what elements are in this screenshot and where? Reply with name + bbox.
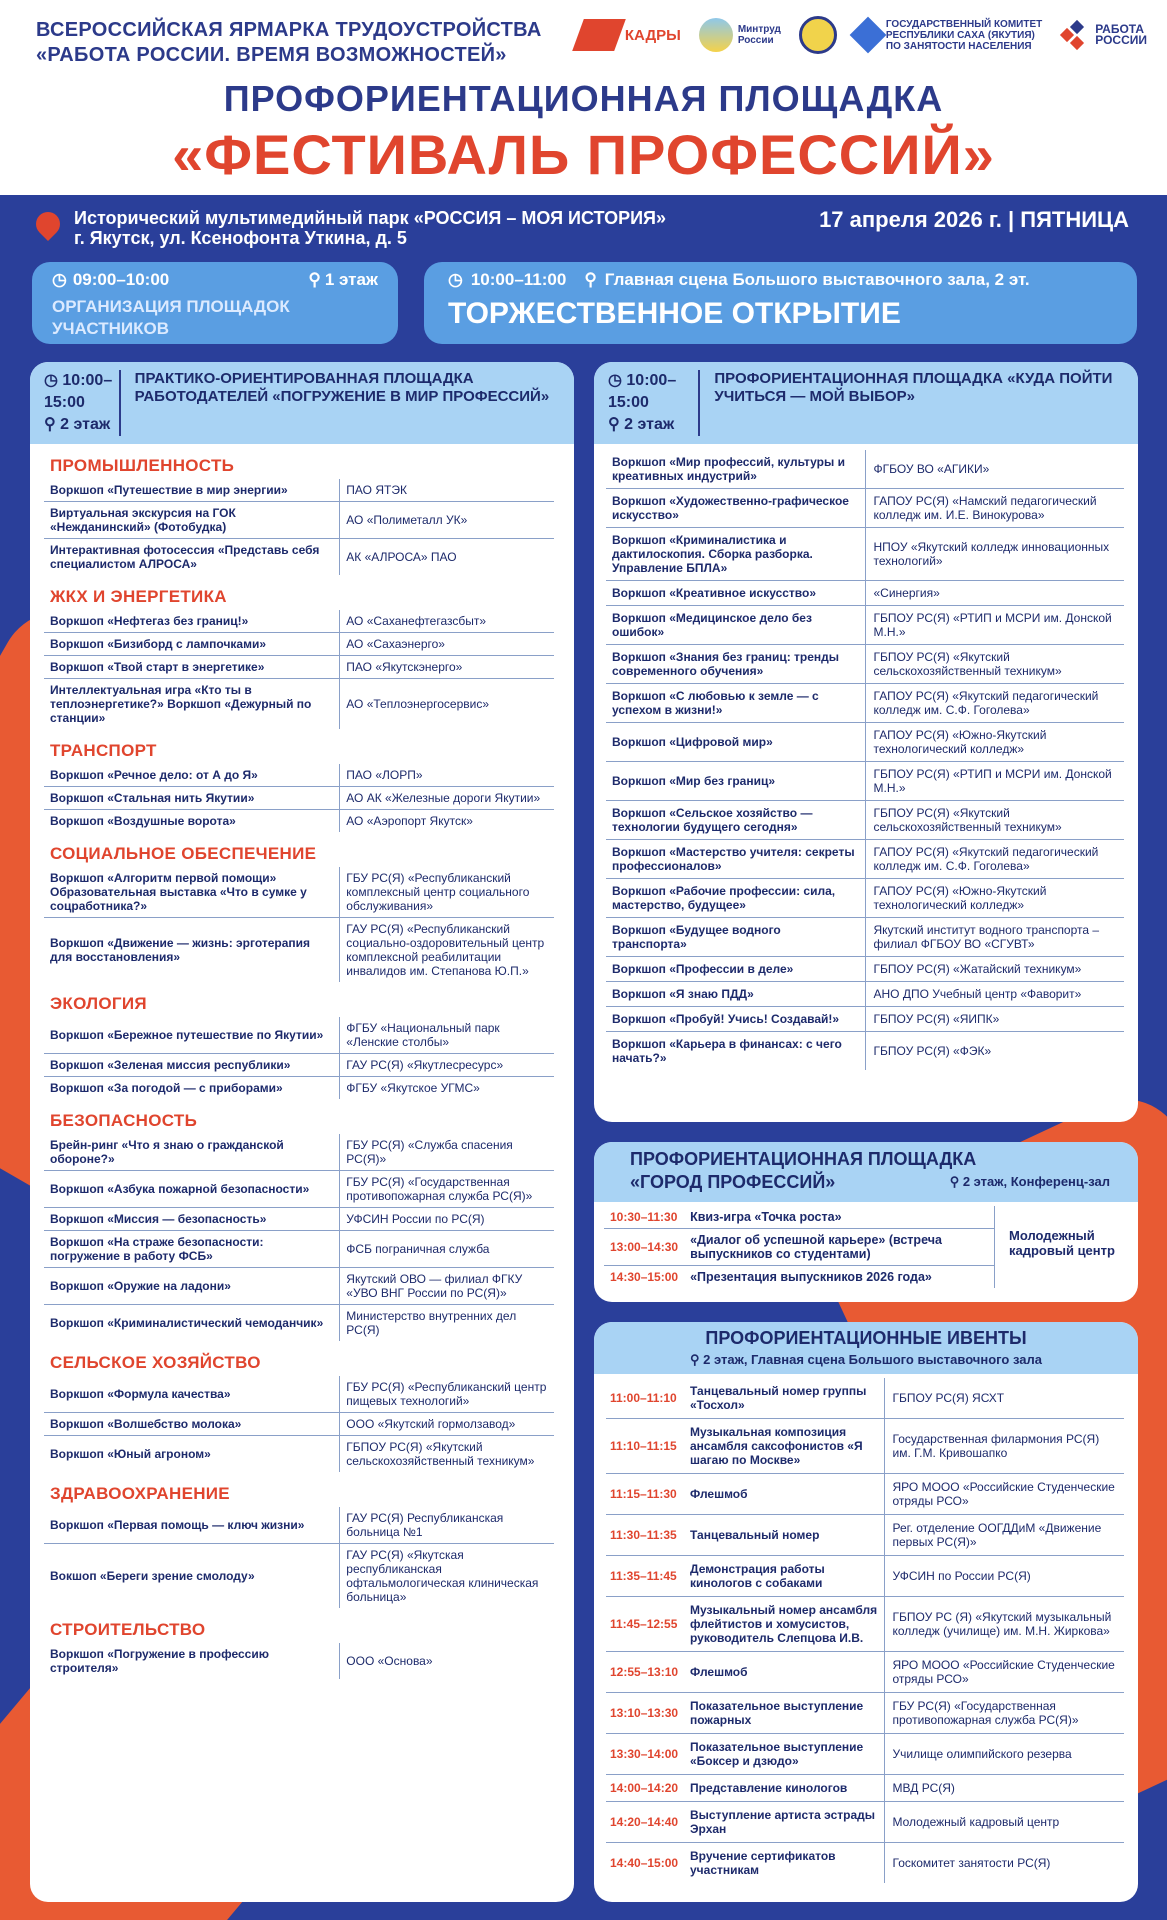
time-cell: 14:20–14:40	[610, 1815, 679, 1829]
city-title: «ГОРОД ПРОФЕССИЙ»	[630, 1172, 836, 1192]
activity-cell: Воркшоп «На страже безопасности: погружение в работу ФСБ»	[50, 1235, 264, 1263]
activity-cell: Воркшоп «Креативное искусство»	[612, 586, 817, 600]
org-label: ОРГАНИЗАЦИЯ ПЛОЩАДОК УЧАСТНИКОВ	[52, 297, 290, 338]
activity-cell: Воркшоп «Погружение в профессию строителя»	[50, 1647, 269, 1675]
mintrud-text: России	[737, 35, 774, 46]
organization-cell: ГАПОУ РС(Я) «Якутский педагогический колледж им. С.Ф. Гоголева»	[865, 684, 1124, 723]
organization-cell: Якутский ОВО — филиал ФГКУ «УВО ВНГ России по РС(Я)»	[340, 1268, 554, 1305]
category-heading: БЕЗОПАСНОСТЬ	[50, 1111, 198, 1130]
activity-cell: Воркшоп «Пробуй! Учись! Создавай!»	[612, 1012, 840, 1026]
table-row	[44, 764, 554, 787]
activity-cell: Воркшоп «Мастерство учителя: секреты профессионалов»	[612, 845, 855, 873]
clock-icon: ◷	[44, 372, 63, 389]
organization-cell: АО «Полиметалл УК»	[340, 502, 554, 539]
category-heading: ПРОМЫШЛЕННОСТЬ	[50, 456, 235, 475]
table-row	[606, 957, 1124, 982]
time-cell: 11:30–11:35	[610, 1528, 677, 1542]
goskomitet-text: ПО ЗАНЯТОСТИ НАСЕЛЕНИЯ	[885, 40, 1032, 52]
organization-cell: УФСИН России по РС(Я)	[340, 1208, 554, 1231]
activity-cell: Воркшоп «Мир без границ»	[612, 774, 776, 788]
venue-name: Исторический мультимедийный парк «РОССИЯ – МОЯ ИСТОРИЯ»	[74, 208, 666, 228]
pin-icon: ⚲	[608, 416, 625, 433]
activity-cell: Воркшоп «Криминалистический чемоданчик»	[50, 1316, 324, 1330]
organization-cell: ПАО «Якутскэнерго»	[340, 656, 554, 679]
activity-cell: Воркшоп «Мир профессий, культуры и креативных индустрий»	[612, 455, 845, 483]
organization-cell: ГАПОУ РС(Я) «Намский педагогический колледж им. И.Е. Винокурова»	[865, 489, 1124, 528]
category-table	[44, 764, 554, 832]
pin-icon: ⚲	[690, 1352, 704, 1367]
activity-cell: Воркшоп «Бережное путешествие по Якутии»	[50, 1028, 324, 1042]
employers-sections	[30, 444, 574, 1679]
table-row	[606, 801, 1124, 840]
time-cell: 14:00–14:20	[610, 1781, 679, 1795]
category-heading: ТРАНСПОРТ	[50, 741, 157, 760]
time-cell: 11:10–11:15	[610, 1439, 677, 1453]
venue-street: г. Якутск, ул. Ксенофонта Уткина, д. 5	[74, 228, 407, 248]
organization-cell: ГАПОУ РС(Я) «Якутский педагогический колледж им. С.Ф. Гоголева»	[865, 840, 1124, 879]
education-panel-schedule	[608, 370, 700, 436]
table-row	[606, 1032, 1124, 1071]
venue-address	[74, 208, 666, 248]
organization-cell: ГБУ РС(Я) «Служба спасения РС(Я)»	[340, 1134, 554, 1171]
organization-cell: НПОУ «Якутский колледж инновационных технологий»	[865, 528, 1124, 581]
organization-cell: Училище олимпийского резерва	[884, 1734, 1124, 1775]
category-table	[44, 1507, 554, 1608]
time-cell: 14:30–15:00	[610, 1270, 679, 1284]
activity-cell: Вокшоп «Береги зрение смолоду»	[50, 1569, 255, 1583]
activity-cell: Музыкальный номер ансамбля флейтистов и хомусистов, руководитель Слепцова И.В.	[690, 1603, 878, 1645]
city-title: ПРОФОРИЕНТАЦИОННАЯ ПЛОЩАДКА	[630, 1149, 977, 1169]
activity-cell: Воркшоп «Алгоритм первой помощи» Образовательная выставка «Что в сумке у соцработника?»	[50, 871, 307, 913]
organization-cell: ГБПОУ РС(Я) ЯСХТ	[884, 1378, 1124, 1419]
table-row	[606, 1378, 1124, 1419]
activity-cell: Воркшоп «Воздушные ворота»	[50, 814, 236, 828]
category-table	[44, 1376, 554, 1472]
rabota-rossii-logo	[1060, 20, 1147, 50]
kadry-mark-icon	[572, 19, 626, 51]
goskomitet-text: РЕСПУБЛИКИ САХА (ЯКУТИЯ)	[885, 29, 1035, 41]
organization-cell: АО «Аэропорт Якутск»	[340, 810, 554, 833]
employers-panel	[30, 362, 574, 1902]
time-cell: 14:40–15:00	[610, 1856, 679, 1870]
education-table	[606, 450, 1124, 1070]
table-row	[44, 1077, 554, 1100]
table-row	[44, 1436, 554, 1473]
clock-icon: ◷	[52, 270, 67, 289]
table-row	[606, 489, 1124, 528]
category-heading: ЭКОЛОГИЯ	[50, 994, 147, 1013]
organization-cell: ПАО ЯТЭК	[340, 479, 554, 502]
activity-cell: Воркшоп «Речное дело: от А до Я»	[50, 768, 258, 782]
organization-cell: ГБПОУ РС(Я) «Якутский сельскохозяйственный техникум»	[865, 645, 1124, 684]
table-row	[606, 581, 1124, 606]
activity-cell: Выступление артиста эстрады Эрхан	[690, 1808, 876, 1836]
education-panel-title: ПРОФОРИЕНТАЦИОННАЯ ПЛОЩАДКА «КУДА ПОЙТИ УЧИТЬСЯ — МОЙ ВЫБОР»	[714, 370, 1113, 405]
activity-cell: Воркшоп «Рабочие профессии: сила, мастерство, будущее»	[612, 884, 836, 912]
table-row	[44, 1054, 554, 1077]
organization-cell: ФГБОУ ВО «АГИКИ»	[865, 450, 1124, 489]
activity-cell: Воркшоп «Юный агроном»	[50, 1447, 211, 1461]
table-row	[44, 610, 554, 633]
org-time: 09:00–10:00	[72, 270, 170, 289]
employers-time: 10:00–15:00	[44, 372, 113, 411]
organization-cell: Якутский институт водного транспорта – филиал ФГБОУ ВО «СГУВТ»	[865, 918, 1124, 957]
time-cell: 11:35–11:45	[610, 1569, 677, 1583]
activity-cell: Виртуальная экскурсия на ГОК «Нежданинский» (Фотобудка)	[50, 506, 236, 534]
table-row	[606, 1556, 1124, 1597]
table-row	[606, 606, 1124, 645]
table-row	[606, 1843, 1124, 1884]
time-cell: 11:00–11:10	[610, 1391, 677, 1405]
time-cell: 12:55–13:10	[610, 1665, 679, 1679]
organization-cell: ФГБУ «Национальный парк «Ленские столбы»	[340, 1017, 554, 1054]
organization-block	[32, 262, 398, 344]
location-pin-icon	[31, 207, 65, 241]
activity-cell: Музыкальная композиция ансамбля саксофонистов «Я шагаю по Москве»	[690, 1425, 863, 1467]
activity-cell: Воркшоп «Зеленая миссия республики»	[50, 1058, 291, 1072]
education-panel	[594, 362, 1138, 1122]
education-floor: 2 этаж	[624, 416, 675, 433]
page-subtitle: ПРОФОРИЕНТАЦИОННАЯ ПЛОЩАДКА	[223, 78, 944, 119]
page-title: «ФЕСТИВАЛЬ ПРОФЕССИЙ»	[172, 123, 995, 186]
pin-icon: ⚲	[308, 270, 321, 289]
events-table	[606, 1378, 1124, 1883]
org-place: 1 этаж	[324, 270, 378, 289]
goskomitet-logo	[855, 19, 1042, 52]
activity-cell: Воркшоп «Будущее водного транспорта»	[612, 923, 781, 951]
table-row	[44, 1376, 554, 1413]
table-row	[44, 1643, 554, 1679]
events-place: 2 этаж, Главная сцена Большого выставочного зала	[703, 1352, 1042, 1367]
organization-cell: «Синергия»	[865, 581, 1124, 606]
organization-cell: ГБУ РС(Я) «Республиканский комплексный центр социального обслуживания»	[340, 867, 554, 918]
table-row	[44, 867, 554, 918]
table-row	[606, 1007, 1124, 1032]
activity-cell: Воркшоп «Художественно-графическое искусство»	[612, 494, 849, 522]
organization-cell: ЯРО МООО «Российские Студенческие отряды РСО»	[884, 1652, 1124, 1693]
goskomitet-text: ГОСУДАРСТВЕННЫЙ КОМИТЕТ	[885, 18, 1043, 30]
organization-cell: ГБУ РС(Я) «Государственная противопожарная служба РС(Я)»	[884, 1693, 1124, 1734]
table-row	[44, 656, 554, 679]
organization-cell: ГБПОУ РС(Я) «Якутский сельскохозяйственный техникум»	[340, 1436, 554, 1473]
category-table	[44, 1134, 554, 1341]
goskomitet-mark-icon	[850, 17, 887, 54]
pin-icon: ⚲	[949, 1174, 963, 1189]
activity-cell: Демонстрация работы кинологов с собаками	[690, 1562, 825, 1590]
organization-cell: ГАУ РС(Я) «Якутская республиканская офтальмологическая клиническая больница»	[340, 1544, 554, 1609]
organization-cell: ГАПОУ РС(Я) «Южно-Якутский технологический колледж»	[865, 879, 1124, 918]
rabota-rossii-text: РАБОТА	[1095, 22, 1145, 36]
pin-icon: ⚲	[584, 270, 597, 289]
events-title: ПРОФОРИЕНТАЦИОННЫЕ ИВЕНТЫ	[705, 1328, 1027, 1348]
table-row	[44, 679, 554, 730]
activity-cell: Воркшоп «С любовью к земле — с успехом в жизни!»	[612, 689, 819, 717]
activity-cell: Воркшоп «Оружие на ладони»	[50, 1279, 231, 1293]
table-row	[606, 1734, 1124, 1775]
time-cell: 11:45–12:55	[610, 1617, 678, 1631]
organization-cell: ГБУ РС(Я) «Республиканский центр пищевых технологий»	[340, 1376, 554, 1413]
activity-cell: Квиз-игра «Точка роста»	[690, 1210, 842, 1224]
yakutia-emblem-icon	[799, 16, 837, 54]
table-row	[44, 1507, 554, 1544]
table-row	[606, 762, 1124, 801]
activity-cell: Воркшоп «Формула качества»	[50, 1387, 231, 1401]
category-heading: ЖКХ И ЭНЕРГЕТИКА	[50, 587, 227, 606]
activity-cell: Вручение сертификатов участникам	[690, 1849, 836, 1877]
activity-cell: Воркшоп «Волшебство молока»	[50, 1417, 242, 1431]
event-date: 17 апреля 2026 г. | ПЯТНИЦА	[819, 207, 1129, 232]
city-organizer: Молодежный кадровый центр	[994, 1206, 1128, 1288]
organization-cell: Министерство внутренних дел РС(Я)	[340, 1305, 554, 1342]
organization-cell: Рег. отделение ООГДДиМ «Движение первых РС(Я)»	[884, 1515, 1124, 1556]
mintrud-logo	[699, 18, 781, 52]
kadry-text: КАДРЫ	[624, 26, 681, 44]
organization-cell: ГАПОУ РС(Я) «Южно-Якутский технологический колледж»	[865, 723, 1124, 762]
table-row	[44, 633, 554, 656]
rabota-rossii-text: РОССИИ	[1095, 33, 1147, 47]
activity-cell: «Презентация выпускников 2026 года»	[690, 1270, 932, 1284]
table-row	[606, 645, 1124, 684]
table-row	[604, 1229, 994, 1266]
organization-cell: ГБПОУ РС(Я) «РТИП и МСРИ им. Донской М.Н.»	[865, 606, 1124, 645]
time-cell: 13:00–14:30	[610, 1240, 679, 1254]
category-heading: СОЦИАЛЬНОЕ ОБЕСПЕЧЕНИЕ	[50, 844, 317, 863]
activity-cell: Воркшоп «Сельское хозяйство — технологии будущего сегодня»	[612, 806, 813, 834]
table-row	[606, 1652, 1124, 1693]
organization-cell: ГБПОУ РС(Я) «Жатайский техникум»	[865, 957, 1124, 982]
organization-cell: ГБПОУ РС(Я) «Якутский сельскохозяйственный техникум»	[865, 801, 1124, 840]
clock-icon: ◷	[608, 372, 627, 389]
activity-cell: Воркшоп «Цифровой мир»	[612, 735, 773, 749]
category-table	[44, 610, 554, 729]
events-panel-header	[594, 1322, 1138, 1374]
table-row	[44, 1171, 554, 1208]
activity-cell: Брейн-ринг «Что я знаю о гражданской обороне?»	[50, 1138, 284, 1166]
mintrud-emblem-icon	[699, 18, 733, 52]
education-panel-header	[594, 362, 1138, 444]
rabota-rossii-mark-icon	[1060, 20, 1090, 50]
category-heading: СЕЛЬСКОЕ ХОЗЯЙСТВО	[50, 1353, 261, 1372]
organization-cell: ФГБУ «Якутское УГМС»	[340, 1077, 554, 1100]
time-cell: 13:30–14:00	[610, 1747, 679, 1761]
table-row	[606, 982, 1124, 1007]
employers-panel-header	[30, 362, 574, 444]
organization-cell: ФСБ пограничная служба	[340, 1231, 554, 1268]
mintrud-text: Минтруд	[737, 24, 781, 35]
table-row	[606, 1802, 1124, 1843]
header	[0, 0, 1167, 195]
activity-cell: Воркшоп «Стальная нить Якутии»	[50, 791, 255, 805]
activity-cell: Воркшоп «За погодой — с приборами»	[50, 1081, 283, 1095]
time-cell: 11:15–11:30	[610, 1487, 677, 1501]
organization-cell: ПАО «ЛОРП»	[340, 764, 554, 787]
table-row	[606, 1419, 1124, 1474]
activity-cell: Флешмоб	[690, 1487, 748, 1501]
organization-cell: ГБПОУ РС (Я) «Якутский музыкальный колледж (училище) им. М.Н. Жиркова»	[884, 1597, 1124, 1652]
activity-cell: Танцевальный номер	[690, 1528, 820, 1542]
partner-logos	[578, 16, 1147, 54]
organization-cell: ГБПОУ РС(Я) «ЯИПК»	[865, 1007, 1124, 1032]
activity-cell: Интерактивная фотосессия «Представь себя специалистом АЛРОСА»	[50, 543, 320, 571]
employers-panel-title: ПРАКТИКО-ОРИЕНТИРОВАННАЯ ПЛОЩАДКА РАБОТОДАТЕЛЕЙ «ПОГРУЖЕНИЕ В МИР ПРОФЕССИЙ»	[134, 370, 550, 405]
organization-cell: ООО «Якутский гормолзавод»	[340, 1413, 554, 1436]
table-row	[44, 1231, 554, 1268]
organization-cell: ООО «Основа»	[340, 1643, 554, 1679]
category-table	[44, 1643, 554, 1679]
activity-cell: «Диалог об успешной карьере» (встреча выпускников со студентами)	[690, 1233, 942, 1261]
fair-title-line: ВСЕРОССИЙСКАЯ ЯРМАРКА ТРУДОУСТРОЙСТВА	[36, 19, 542, 41]
activity-cell: Воркшоп «Криминалистика и дактилоскопия. Сборка разборка. Управление БПЛА»	[612, 533, 813, 575]
employers-panel-schedule	[44, 370, 121, 436]
table-row	[44, 1544, 554, 1609]
organization-cell: АК «АЛРОСА» ПАО	[340, 539, 554, 576]
activity-cell: Воркшоп «Я знаю ПДД»	[612, 987, 754, 1001]
organization-cell: АНО ДПО Учебный центр «Фаворит»	[865, 982, 1124, 1007]
table-row	[44, 1134, 554, 1171]
pin-icon: ⚲	[44, 416, 61, 433]
city-place: 2 этаж, Конференц-зал	[962, 1174, 1110, 1189]
kadry-logo	[578, 19, 681, 51]
organization-cell: АО АК «Железные дороги Якутии»	[340, 787, 554, 810]
category-heading: ЗДРАВООХРАНЕНИЕ	[50, 1484, 230, 1503]
table-row	[606, 1474, 1124, 1515]
organization-cell: ГБУ РС(Я) «Государственная противопожарная служба РС(Я)»	[340, 1171, 554, 1208]
table-row	[44, 1268, 554, 1305]
organization-cell: МВД РС(Я)	[884, 1775, 1124, 1802]
organization-cell: ГАУ РС(Я) «Республиканский социально-оздоровительный центр комплексной реабилитации инвалидов им. Степанова Ю.П.»	[340, 918, 554, 983]
table-row	[606, 684, 1124, 723]
table-row	[44, 918, 554, 983]
activity-cell: Флешмоб	[690, 1665, 748, 1679]
organization-cell: АО «Саханефтегазсбыт»	[340, 610, 554, 633]
table-row	[44, 1017, 554, 1054]
fair-title	[36, 18, 542, 68]
activity-cell: Воркшоп «Твой старт в энергетике»	[50, 660, 265, 674]
opening-place: Главная сцена Большого выставочного зала, 2 эт.	[604, 270, 1030, 289]
activity-cell: Интеллектуальная игра «Кто ты в теплоэнергетике?» Воркшоп «Дежурный по станции»	[50, 683, 312, 725]
time-cell: 13:10–13:30	[610, 1706, 679, 1720]
yakutia-emblem-logo	[799, 16, 837, 54]
table-row	[44, 479, 554, 502]
time-cell: 10:30–11:30	[610, 1210, 678, 1224]
opening-block	[424, 262, 1137, 344]
table-row	[606, 1775, 1124, 1802]
organization-cell: Госкомитет занятости РС(Я)	[884, 1843, 1124, 1884]
table-row	[44, 1208, 554, 1231]
activity-cell: Показательное выступление пожарных	[690, 1699, 864, 1727]
activity-cell: Воркшоп «Знания без границ: тренды современного обучения»	[612, 650, 840, 678]
activity-cell: Воркшоп «Медицинское дело без ошибок»	[612, 611, 812, 639]
events-panel	[594, 1322, 1138, 1902]
table-row	[606, 918, 1124, 957]
activity-cell: Представление кинологов	[690, 1781, 848, 1795]
clock-icon: ◷	[448, 270, 463, 289]
activity-cell: Воркшоп «Бизиборд с лампочками»	[50, 637, 267, 651]
table-row	[44, 1305, 554, 1342]
organization-cell: ГБПОУ РС(Я) «ФЭК»	[865, 1032, 1124, 1071]
table-row	[606, 723, 1124, 762]
activity-cell: Воркшоп «Движение — жизнь: эрготерапия для восстановления»	[50, 936, 311, 964]
table-row	[606, 879, 1124, 918]
table-row	[606, 1515, 1124, 1556]
activity-cell: Воркшоп «Первая помощь — ключ жизни»	[50, 1518, 305, 1532]
category-heading: СТРОИТЕЛЬСТВО	[50, 1620, 206, 1639]
table-row	[606, 1597, 1124, 1652]
table-row	[604, 1266, 994, 1289]
activity-cell: Воркшоп «Профессии в деле»	[612, 962, 794, 976]
table-row	[606, 1693, 1124, 1734]
organization-cell: АО «Теплоэнергосервис»	[340, 679, 554, 730]
activity-cell: Воркшоп «Путешествие в мир энергии»	[50, 483, 288, 497]
table-row	[44, 1413, 554, 1436]
city-table	[604, 1206, 994, 1288]
category-table	[44, 479, 554, 575]
employers-floor: 2 этаж	[60, 416, 111, 433]
opening-time: 10:00–11:00	[470, 270, 567, 289]
activity-cell: Показательное выступление «Боксер и дзюдо»	[690, 1740, 864, 1768]
table-row	[44, 539, 554, 576]
fair-title-line: «РАБОТА РОССИИ. ВРЕМЯ ВОЗМОЖНОСТЕЙ»	[36, 44, 507, 66]
table-row	[604, 1206, 994, 1229]
organization-cell: ГАУ РС(Я) Республиканская больница №1	[340, 1507, 554, 1544]
table-row	[44, 502, 554, 539]
organization-cell: УФСИН по России РС(Я)	[884, 1556, 1124, 1597]
activity-cell: Танцевальный номер группы «Тосхол»	[690, 1384, 867, 1412]
organization-cell: Молодежный кадровый центр	[884, 1802, 1124, 1843]
activity-cell: Воркшоп «Карьера в финансах: с чего начать?»	[612, 1037, 842, 1065]
organization-cell: ГАУ РС(Я) «Якутлесресурс»	[340, 1054, 554, 1077]
organization-cell: ЯРО МООО «Российские Студенческие отряды РСО»	[884, 1474, 1124, 1515]
table-row	[606, 840, 1124, 879]
category-table	[44, 867, 554, 982]
city-panel-header	[594, 1142, 1138, 1202]
organization-cell: ГБПОУ РС(Я) «РТИП и МСРИ им. Донской М.Н.»	[865, 762, 1124, 801]
activity-cell: Воркшоп «Азбука пожарной безопасности»	[50, 1182, 310, 1196]
table-row	[44, 787, 554, 810]
table-row	[606, 528, 1124, 581]
category-table	[44, 1017, 554, 1099]
activity-cell: Воркшоп «Нефтегаз без границ!»	[50, 614, 249, 628]
activity-cell: Воркшоп «Миссия — безопасность»	[50, 1212, 267, 1226]
organization-cell: АО «Сахаэнерго»	[340, 633, 554, 656]
table-row	[44, 810, 554, 833]
education-time: 10:00–15:00	[608, 372, 677, 411]
organization-cell: Государственная филармония РС(Я) им. Г.М. Кривошапко	[884, 1419, 1124, 1474]
opening-label: ТОРЖЕСТВЕННОЕ ОТКРЫТИЕ	[448, 297, 901, 330]
city-panel	[594, 1142, 1138, 1302]
table-row	[606, 450, 1124, 489]
